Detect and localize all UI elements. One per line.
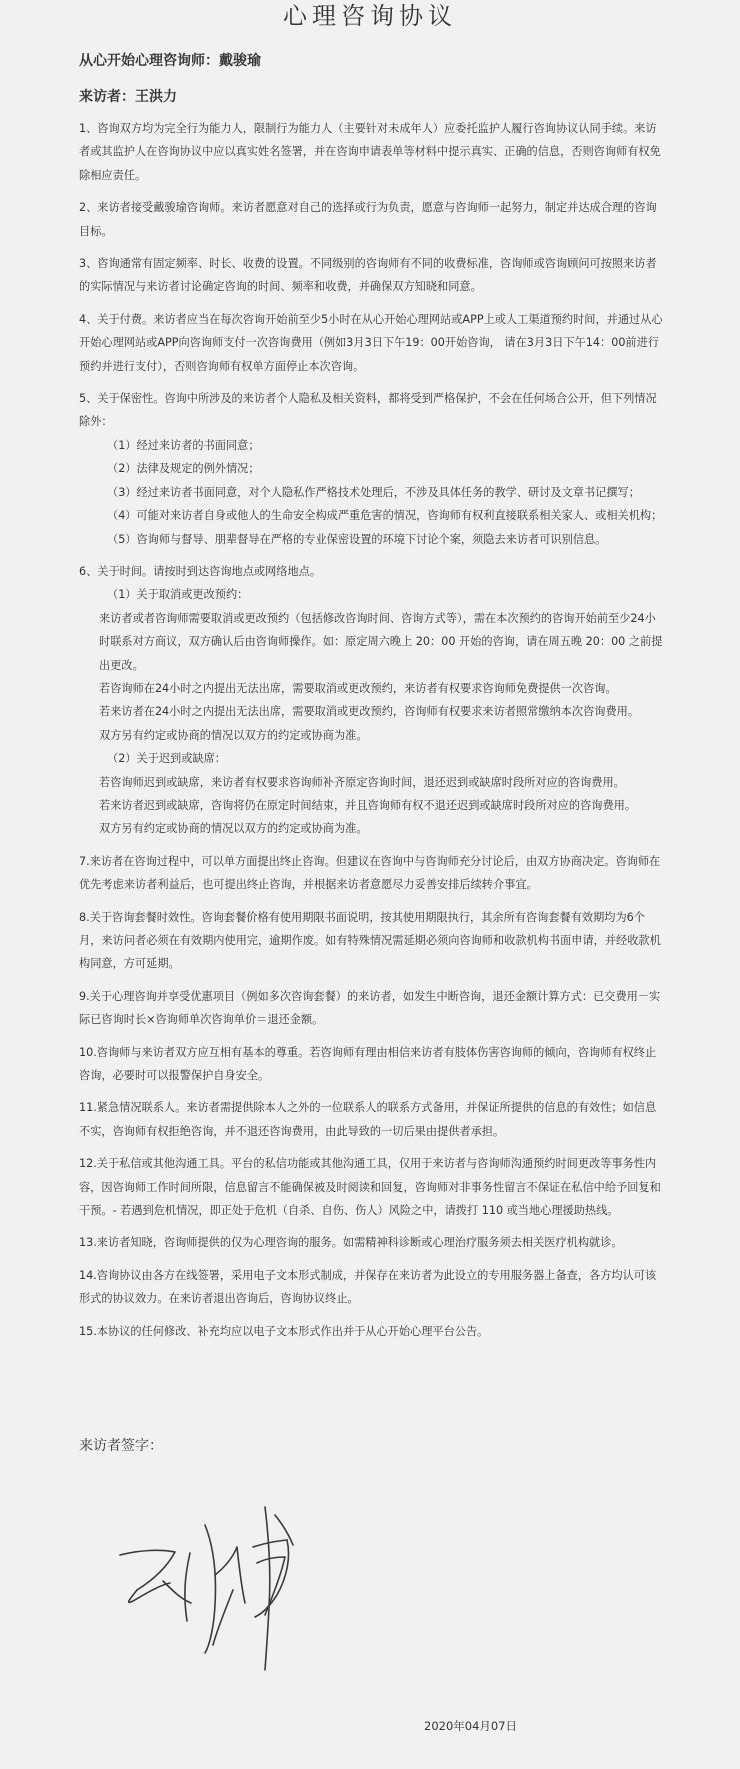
clause-13: 13.来访者知晓，咨询师提供的仅为心理咨询的服务。如需精神科诊断或心理治疗服务须去相关医疗机构就诊。 (79, 1236, 623, 1250)
document-title: 心理咨询协议 (283, 2, 457, 30)
clause-5: 5、关于保密性。咨询中所涉及的来访者个人隐私及相关资料，都将受到严格保护，不会在任何场合公开，但下列情况除外： (79, 392, 657, 429)
handwritten-signature (115, 1495, 335, 1675)
clause-5-item: （4）可能对来访者自身或他人的生命安全构成严重危害的情况，咨询师有权利直接联系相关家人、或相关机构； (107, 509, 663, 523)
clause-3: 3、咨询通常有固定频率、时长、收费的设置。不同级别的咨询师有不同的收费标准，咨询师或咨询顾问可按照来访者的实际情况与来访者讨论确定咨询的时间、频率和收费，并确保双方知晓和同意。 (79, 257, 657, 294)
agreement-body (79, 117, 663, 1352)
clause-10: 10.咨询师与来访者双方应互相有基本的尊重。若咨询师有理由相信来访者有肢体伤害咨询师的倾向，咨询师有权终止咨询，必要时可以报警保护自身安全。 (79, 1045, 657, 1083)
clause-6-1-line: 双方另有约定或协商的情况以双方的约定或协商为准。 (99, 728, 368, 742)
clause-14: 14.咨询协议由各方在线签署，采用电子文本形式制成，并保存在来访者为此设立的专用服务器上备查，各方均认可该形式的协议效力。在来访者退出咨询后，咨询协议终止。 (79, 1268, 657, 1306)
clause-11: 11.紧急情况联系人。来访者需提供除本人之外的一位联系人的联系方式备用，并保证所提供的信息的有效性；如信息不实，咨询师有权拒绝咨询，并不退还咨询费用，由此导致的一切后果由提供者承担。 (79, 1101, 657, 1138)
clause-9: 9.关于心理咨询并享受优惠项目（例如多次咨询套餐）的来访者，如发生中断咨询，退还金额计算方式：已交费用－实际已咨询时长×咨询师单次咨询单价＝退还金额。 (79, 989, 661, 1027)
counselor-line: 从心开始心理咨询师：戴骏瑜 (79, 53, 261, 69)
clause-6-1-line: 若咨询师在24小时之内提出无法出席，需要取消或更改预约，来访者有权要求咨询师免费提供一次咨询。 (99, 681, 617, 695)
clause-5-item: （3）经过来访者书面同意，对个人隐私作严格技术处理后，不涉及具体任务的教学、研讨及文章书记撰写； (107, 485, 640, 499)
clause-6-1-heading: （1）关于取消或更改预约： (107, 588, 249, 602)
signature-label: 来访者签字： (79, 1438, 163, 1454)
visitor-line: 来访者：王洪力 (79, 89, 177, 105)
clause-5-item: （2）法律及规定的例外情况； (107, 462, 260, 476)
signature-date: 2020年04月07日 (424, 1719, 518, 1733)
clause-6-2-heading: （2）关于迟到或缺席： (107, 752, 226, 766)
clause-2: 2、来访者接受戴骏瑜咨询师。来访者愿意对自己的选择或行为负责，愿意与咨询师一起努力，制定并达成合理的咨询目标。 (79, 201, 657, 238)
clause-6: 6、关于时间。请按时到达咨询地点或网络地点。 (79, 564, 322, 578)
clause-6-1-line: 若来访者在24小时之内提出无法出席，需要取消或更改预约，咨询师有权要求来访者照常缴纳本次咨询费用。 (99, 705, 640, 719)
clause-6-2-line: 双方另有约定或协商的情况以双方的约定或协商为准。 (99, 822, 368, 836)
clause-8: 8.关于咨询套餐时效性。咨询套餐价格有使用期限书面说明，按其使用期限执行，其余所有咨询套餐有效期均为6个月，来访问者必须在有效期内使用完，逾期作废。如有特殊情况需延期必须向咨询师和收款机构书面申请，并经收款机构同意，方可延期。 (79, 910, 661, 971)
clause-5-item: （1）经过来访者的书面同意； (107, 438, 260, 452)
clause-12: 12.关于私信或其他沟通工具。平台的私信功能或其他沟通工具，仅用于来访者与咨询师沟通预约时间更改等事务性内容，因咨询师工作时间所限，信息留言不能确保被及时阅读和回复，咨询师对非事务性留言不保证在私信中给予回复和干预。- 若遇到危机情况，即正处于危机（自杀、自伤、伤人）风险之中，请拨打 110 或当地心理援助热线。 (79, 1157, 661, 1218)
clause-1: 1、咨询双方均为完全行为能力人，限制行为能力人（主要针对未成年人）应委托监护人履行咨询协议认同手续。来访者或其监护人在咨询协议中应以真实姓名签署，并在咨询申请表单等材料中提示真实、正确的信息，否则咨询师有权免除相应责任。 (79, 122, 661, 182)
clause-6-2-line: 若来访者迟到或缺席，咨询将仍在原定时间结束，并且咨询师有权不退还迟到或缺席时段所对应的咨询费用。 (99, 798, 637, 812)
clause-7: 7.来访者在咨询过程中，可以单方面提出终止咨询。但建议在咨询中与咨询师充分讨论后，由双方协商决定。咨询师在优先考虑来访者利益后，也可提出终止咨询，并根据来访者意愿尽力妥善安排后续转介事宜。 (79, 854, 661, 892)
clause-6-1-line: 来访者或者咨询师需要取消或更改预约（包括修改咨询时间、咨询方式等），需在本次预约的咨询开始前至少24小时联系对方商议，双方确认后由咨询师操作。如：原定周六晚上 20：00 开始的咨询，请在周五晚 20：00 之前提出更改。 (99, 611, 663, 672)
clause-6-2-line: 若咨询师迟到或缺席，来访者有权要求咨询师补齐原定咨询时间，退还迟到或缺席时段所对应的咨询费用。 (99, 775, 625, 789)
clause-5-item: （5）咨询师与督导、朋辈督导在严格的专业保密设置的环境下讨论个案，须隐去来访者可识别信息。 (107, 532, 607, 546)
clause-4: 4、关于付费。来访者应当在每次咨询开始前至少5小时在从心开始心理网站或APP上或人工渠道预约时间，并通过从心开始心理网站或APP向咨询师支付一次咨询费用（例如3月3日下午19：00开始咨询， 请在3月3日下午14：00前进行预约并进行支付），否则咨询师有权单方面停止本次咨询。 (79, 312, 663, 373)
clause-15: 15.本协议的任何修改、补充均应以电子文本形式作出并于从心开始心理平台公告。 (79, 1324, 489, 1338)
